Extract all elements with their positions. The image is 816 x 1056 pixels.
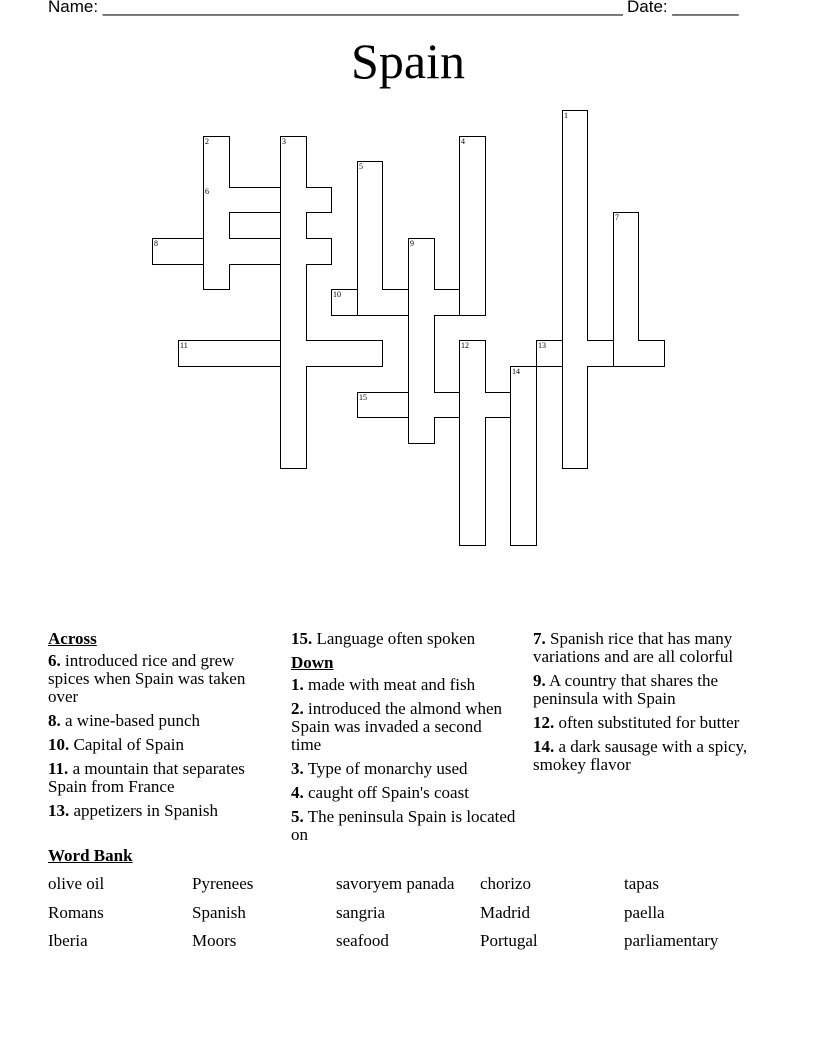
- word-bank-word: Madrid: [480, 903, 531, 922]
- crossword-cell[interactable]: [280, 289, 307, 316]
- crossword-cell[interactable]: [306, 238, 332, 265]
- crossword-cell[interactable]: [203, 340, 230, 367]
- crossword-cell[interactable]: [408, 417, 435, 444]
- word-bank-heading: Word Bank: [48, 846, 133, 865]
- crossword-cell[interactable]: [536, 340, 563, 367]
- crossword-cell[interactable]: [562, 392, 588, 418]
- crossword-cell[interactable]: [587, 340, 614, 367]
- clue-number: 10.: [48, 735, 70, 754]
- clue-text: introduced rice and grew spices when Spain was taken over: [48, 651, 246, 706]
- crossword-cell[interactable]: [280, 161, 307, 188]
- crossword-cell[interactable]: [229, 238, 255, 265]
- clue-down-7: [533, 630, 748, 666]
- word-bank-word: parliamentary: [624, 931, 719, 950]
- crossword-cell[interactable]: [408, 340, 435, 367]
- crossword-cell[interactable]: [254, 187, 281, 213]
- crossword-cell[interactable]: [510, 366, 537, 393]
- word-bank-word: chorizo: [480, 874, 531, 893]
- crossword-cell[interactable]: [408, 315, 435, 341]
- crossword-cell[interactable]: [510, 417, 537, 444]
- clue-text: introduced the almond when Spain was invaded a second time: [291, 699, 503, 754]
- word-bank-word: Pyrenees: [192, 874, 254, 893]
- crossword-cell[interactable]: [510, 494, 537, 521]
- clue-number: 8.: [48, 711, 61, 730]
- crossword-cell[interactable]: [510, 392, 537, 418]
- crossword-cell[interactable]: [408, 264, 435, 290]
- clue-down-2: [291, 700, 516, 754]
- across-heading: Across: [48, 629, 97, 648]
- crossword-cell[interactable]: [280, 264, 307, 290]
- crossword-cell[interactable]: [459, 238, 486, 265]
- clue-number: 11.: [48, 759, 69, 778]
- crossword-cell[interactable]: [357, 238, 383, 265]
- page-title: Spain: [351, 33, 465, 89]
- word-bank-word: Romans: [48, 903, 104, 922]
- clue-across-8: [48, 712, 273, 730]
- down-heading: Down: [291, 653, 334, 672]
- crossword-cell[interactable]: [152, 238, 179, 265]
- crossword-cell[interactable]: [280, 212, 307, 239]
- crossword-cell[interactable]: [459, 494, 486, 521]
- clues-column-1: [48, 630, 273, 826]
- crossword-cell[interactable]: [459, 187, 486, 213]
- crossword-cell[interactable]: [562, 161, 588, 188]
- crossword-cell[interactable]: [306, 340, 332, 367]
- clue-down-12: [533, 714, 748, 732]
- clue-down-14: [533, 738, 748, 774]
- clue-text: appetizers in Spanish: [69, 801, 218, 820]
- clue-across-11: [48, 760, 273, 796]
- crossword-cell[interactable]: [562, 443, 588, 469]
- clue-number: 1.: [291, 675, 304, 694]
- crossword-cell[interactable]: [613, 264, 639, 290]
- clue-number: 9.: [533, 671, 546, 690]
- crossword-cell[interactable]: [357, 289, 383, 316]
- clue-down-5: [291, 808, 516, 844]
- cell-number: 13: [538, 341, 546, 350]
- clue-down-4: [291, 784, 516, 802]
- crossword-cell[interactable]: [203, 136, 230, 162]
- crossword-cell[interactable]: [459, 417, 486, 444]
- crossword-cell[interactable]: [203, 264, 230, 290]
- crossword-cell[interactable]: [280, 392, 307, 418]
- clue-text: Language often spoken: [312, 629, 476, 648]
- crossword-cell[interactable]: [408, 238, 435, 265]
- crossword-cell[interactable]: [562, 110, 588, 137]
- cell-number: 10: [333, 290, 341, 299]
- crossword-cell[interactable]: [562, 238, 588, 265]
- clue-text: a mountain that separates Spain from France: [48, 759, 245, 796]
- cell-number: 15: [359, 393, 367, 402]
- crossword-cell[interactable]: [254, 238, 281, 265]
- cell-number: 11: [180, 341, 188, 350]
- word-bank-word: sangria: [336, 903, 386, 922]
- crossword-cell[interactable]: [459, 392, 486, 418]
- crossword-cell[interactable]: [229, 340, 255, 367]
- crossword-cell[interactable]: [510, 443, 537, 469]
- crossword-cell[interactable]: [562, 187, 588, 213]
- crossword-cell[interactable]: [613, 212, 639, 239]
- crossword-cell[interactable]: [485, 392, 511, 418]
- crossword-cell[interactable]: [613, 340, 639, 367]
- crossword-cell[interactable]: [203, 161, 230, 188]
- clue-down-9: [533, 672, 748, 708]
- crossword-cell[interactable]: [357, 212, 383, 239]
- crossword-cell[interactable]: [459, 289, 486, 316]
- crossword-cell[interactable]: [203, 187, 230, 213]
- clue-text: Capital of Spain: [69, 735, 184, 754]
- crossword-cell[interactable]: [408, 289, 435, 316]
- cell-number: 1: [564, 111, 568, 120]
- clue-text: often substituted for butter: [554, 713, 740, 732]
- crossword-cell[interactable]: [357, 264, 383, 290]
- crossword-cell[interactable]: [178, 238, 204, 265]
- crossword-cell[interactable]: [382, 289, 409, 316]
- cell-number: 2: [205, 137, 209, 146]
- crossword-cell[interactable]: [408, 392, 435, 418]
- crossword-cell[interactable]: [408, 366, 435, 393]
- clue-number: 12.: [533, 713, 555, 732]
- clue-text: Spanish rice that has many variations and are all colorful: [533, 629, 734, 666]
- crossword-cell[interactable]: [562, 136, 588, 162]
- word-bank-word: Iberia: [48, 931, 88, 950]
- clue-text: caught off Spain's coast: [303, 783, 469, 802]
- clue-number: 15.: [291, 629, 313, 648]
- crossword-cell[interactable]: [562, 212, 588, 239]
- clue-number: 5.: [291, 807, 304, 826]
- crossword-cell[interactable]: [382, 392, 409, 418]
- clue-text: a wine-based punch: [60, 711, 201, 730]
- crossword-cell[interactable]: [434, 289, 460, 316]
- cell-number: 7: [615, 213, 619, 222]
- crossword-cell[interactable]: [510, 520, 537, 546]
- name-field-label: Name: _______________________________________________________: [48, 0, 623, 16]
- cell-number: 3: [282, 137, 286, 146]
- clue-number: 13.: [48, 801, 70, 820]
- clue-text: A country that shares the peninsula with Spain: [533, 671, 719, 708]
- cell-number: 6: [205, 187, 209, 196]
- clue-down-3: [291, 760, 516, 778]
- crossword-cell[interactable]: [459, 161, 486, 188]
- crossword-cell[interactable]: [306, 187, 332, 213]
- crossword-cell[interactable]: [638, 340, 665, 367]
- crossword-cell[interactable]: [562, 417, 588, 444]
- crossword-cell[interactable]: [459, 520, 486, 546]
- word-bank-word: paella: [624, 903, 665, 922]
- crossword-cell[interactable]: [459, 212, 486, 239]
- crossword-cell[interactable]: [562, 264, 588, 290]
- crossword-cell[interactable]: [254, 340, 281, 367]
- cell-number: 9: [410, 239, 414, 248]
- crossword-cell[interactable]: [331, 289, 358, 316]
- crossword-cell[interactable]: [203, 238, 230, 265]
- crossword-cell[interactable]: [613, 289, 639, 316]
- clue-number: 3.: [291, 759, 304, 778]
- clues-column-3: [533, 630, 748, 780]
- crossword-cell[interactable]: [459, 264, 486, 290]
- crossword-cell[interactable]: [357, 392, 383, 418]
- crossword-cell[interactable]: [280, 366, 307, 393]
- crossword-cell[interactable]: [357, 187, 383, 213]
- clue-text: made with meat and fish: [303, 675, 476, 694]
- crossword-cell[interactable]: [280, 238, 307, 265]
- cell-number: 8: [154, 239, 158, 248]
- crossword-cell[interactable]: [510, 468, 537, 495]
- clue-text: a dark sausage with a spicy, smokey flavor: [533, 737, 748, 774]
- crossword-cell[interactable]: [280, 136, 307, 162]
- clue-across-10: [48, 736, 273, 754]
- crossword-cell[interactable]: [459, 340, 486, 367]
- clue-across-15: [291, 630, 516, 648]
- crossword-cell[interactable]: [562, 340, 588, 367]
- word-bank-word: Spanish: [192, 903, 246, 922]
- crossword-cell[interactable]: [459, 136, 486, 162]
- clue-number: 4.: [291, 783, 304, 802]
- crossword-cell[interactable]: [280, 340, 307, 367]
- word-bank-word: Portugal: [480, 931, 538, 950]
- word-bank-word: Moors: [192, 931, 237, 950]
- word-bank-word: olive oil: [48, 874, 105, 893]
- crossword-cell[interactable]: [459, 366, 486, 393]
- clue-number: 2.: [291, 699, 304, 718]
- clue-text: Type of monarchy used: [303, 759, 468, 778]
- crossword-cell[interactable]: [613, 315, 639, 341]
- clue-down-1: [291, 676, 516, 694]
- cell-number: 14: [512, 367, 520, 376]
- crossword-cell[interactable]: [280, 187, 307, 213]
- clue-across-13: [48, 802, 273, 820]
- date-field-label: Date: _______: [627, 0, 739, 16]
- cell-number: 5: [359, 162, 363, 171]
- crossword-cell[interactable]: [280, 315, 307, 341]
- clue-across-6: [48, 652, 273, 706]
- clue-number: 6.: [48, 651, 61, 670]
- crossword-cell[interactable]: [434, 392, 460, 418]
- crossword-cell[interactable]: [459, 468, 486, 495]
- cell-number: 12: [461, 341, 469, 350]
- crossword-cell[interactable]: [357, 161, 383, 188]
- crossword-cell[interactable]: [331, 340, 358, 367]
- clue-number: 7.: [533, 629, 546, 648]
- crossword-cell[interactable]: [562, 289, 588, 316]
- crossword-cell[interactable]: [280, 417, 307, 444]
- word-bank-word: seafood: [336, 931, 389, 950]
- clues-column-2: [291, 630, 516, 850]
- crossword-cell[interactable]: [459, 443, 486, 469]
- clue-number: 14.: [533, 737, 555, 756]
- crossword-cell[interactable]: [229, 187, 255, 213]
- crossword-cell[interactable]: [357, 340, 383, 367]
- cell-number: 4: [461, 137, 465, 146]
- crossword-cell[interactable]: [613, 238, 639, 265]
- crossword-cell[interactable]: [280, 443, 307, 469]
- word-bank-word: savoryem panada: [336, 874, 455, 893]
- word-bank-word: tapas: [624, 874, 659, 893]
- crossword-cell[interactable]: [562, 366, 588, 393]
- crossword-cell[interactable]: [178, 340, 204, 367]
- clue-text: The peninsula Spain is located on: [291, 807, 516, 844]
- crossword-cell[interactable]: [562, 315, 588, 341]
- crossword-cell[interactable]: [203, 212, 230, 239]
